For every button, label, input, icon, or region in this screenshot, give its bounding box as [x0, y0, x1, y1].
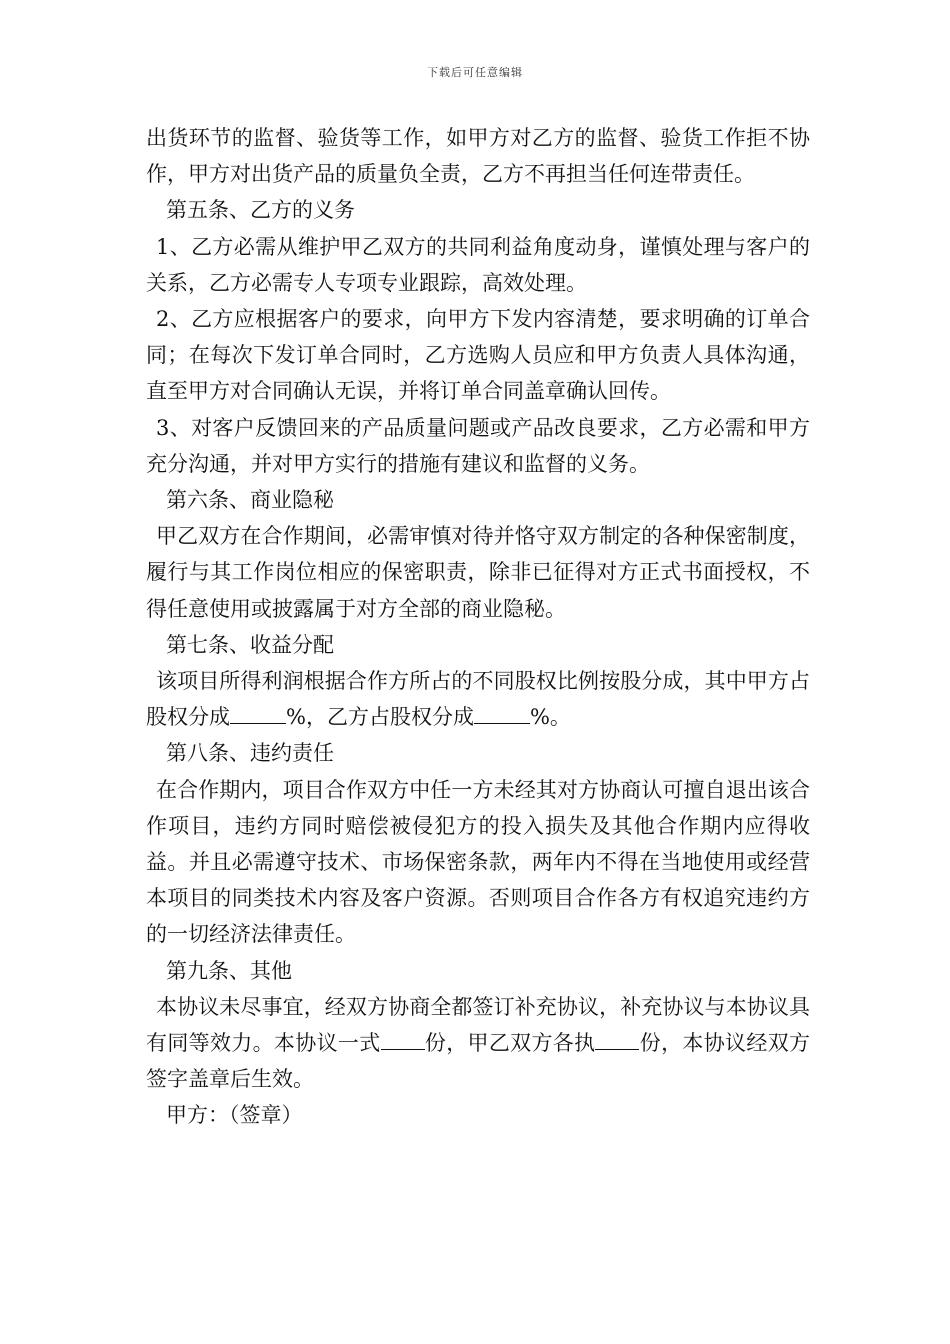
article-6-body: 甲乙双方在合作期间，必需审慎对待并恪守双方制定的各种保密制度，履行与其工作岗位相应的保密职责，除非已征得对方正式书面授权，不得任意使用或披露属于对方全部的商业隐秘。	[146, 524, 810, 621]
fill-in-blank-copies-total	[381, 1031, 425, 1050]
continuation-paragraph: 出货环节的监督、验货等工作，如甲方对乙方的监督、验货工作拒不协作，甲方对出货产品的质量负全责，乙方不再担当任何连带责任。	[146, 126, 810, 187]
article-9-text-a: 本协议未尽事宜，经双方协商全都签订补充协议，补充协议与本协议具有同等效力。本协议一式	[146, 994, 810, 1056]
document-body	[146, 120, 810, 1134]
article-9-text-b: 份，甲乙双方各执	[424, 1031, 596, 1056]
fill-in-blank-party-b-share	[474, 705, 530, 724]
article-7-body	[146, 663, 810, 735]
article-9-body	[146, 989, 810, 1098]
article-8-title: 第八条、违约责任	[166, 741, 334, 766]
article-5-title: 第五条、乙方的义务	[166, 198, 355, 223]
article-9-title: 第九条、其他	[166, 958, 292, 983]
article-5-clause-1: 1、乙方必需从维护甲乙双方的共同利益角度动身，谨慎处理与客户的关系，乙方必需专人专项专业跟踪，高效处理。	[146, 234, 810, 295]
article-8-body: 在合作期内，项目合作双方中任一方未经其对方协商认可擅自退出该合作项目，违约方同时赔偿被侵犯方的投入损失及其他合作期内应得收益。并且必需遵守技术、市场保密条款，两年内不得在当地使用或经营本项目的同类技术内容及客户资源。否则项目合作各方有权追究违约方的一切经济法律责任。	[146, 777, 810, 947]
article-7-text-a: 该项目所得利润根据合作方所占的不同股权比例按股分成，其中甲方占股权分成	[146, 669, 810, 730]
article-7-text-c: %。	[529, 705, 571, 730]
article-9-text-c: 份，本协议经双方签字盖章后生效。	[146, 1031, 811, 1092]
party-a-signature-line: 甲方：（签章）	[166, 1103, 303, 1128]
article-6-title: 第六条、商业隐秘	[166, 488, 334, 513]
article-7-text-b: %，乙方占股权分成	[286, 705, 474, 730]
page-header: 下载后可任意编辑	[427, 66, 523, 79]
article-5-clause-3: 3、对客户反馈回来的产品质量问题或产品改良要求，乙方必需和甲方充分沟通，并对甲方实行的措施有建议和监督的义务。	[146, 415, 810, 476]
fill-in-blank-party-a-share	[230, 705, 286, 724]
article-7-title: 第七条、收益分配	[166, 632, 334, 657]
article-5-clause-2: 2、乙方应根据客户的要求，向甲方下发内容清楚，要求明确的订单合同；在每次下发订单合同时，乙方选购人员应和甲方负责人具体沟通，直至甲方对合同确认无误，并将订单合同盖章确认回传。	[146, 307, 810, 404]
fill-in-blank-copies-each	[595, 1031, 639, 1050]
